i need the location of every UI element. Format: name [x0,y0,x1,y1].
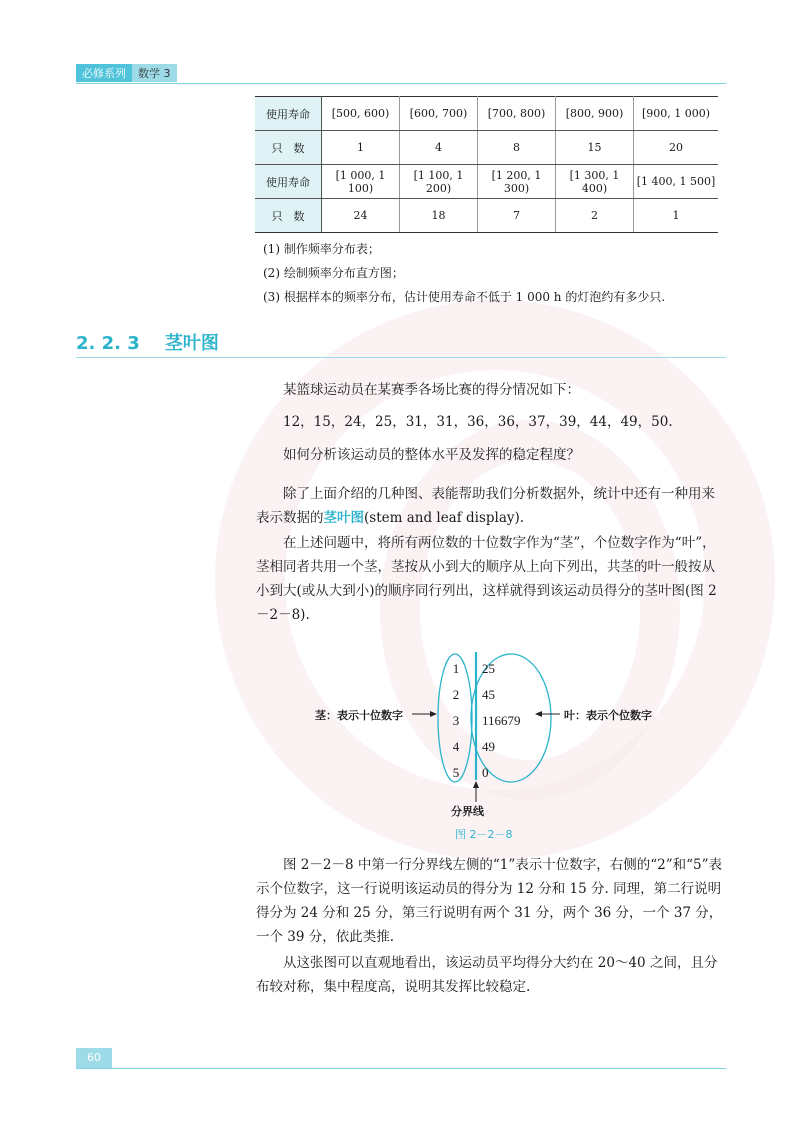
stem-value: 4 [452,739,460,754]
divider-label: 分界线 [451,805,484,818]
paragraph: 在上述问题中，将所有两位数的十位数字作为“茎”，个位数字作为“叶”，茎相同者共用一个茎，茎按从小到大的顺序从上向下列出，共茎的叶一般按从小到大(或从大到小)的顺序同行列出，这样就得到该运动员得分的茎叶图(图 2－2－8). [256,535,717,623]
leaf-column [482,656,521,786]
leaf-value: 116679 [482,713,521,728]
figure-caption: 图 2－2－8 [455,828,513,841]
divider-arrow-head [473,781,479,788]
row-header: 使用寿命 [255,165,322,199]
leaf-value: 45 [482,687,495,702]
table-cell: [800, 900) [556,97,634,131]
leaf-arrow-head [535,711,542,717]
exercise-item: (2) 绘制频率分布直方图； [263,266,404,280]
table-cell: 1 [322,131,400,165]
table-cell: 7 [478,199,556,233]
row-header: 只 数 [255,131,322,165]
section-heading [76,329,219,355]
table-cell: [700, 800) [478,97,556,131]
leaf-value: 25 [482,661,495,676]
stem-value: 3 [452,713,460,728]
paragraph: 从这张图可以直观地看出，该运动员平均得分大约在 20～40 之间，且分布较对称，集中程度高，说明其发挥比较稳定. [256,955,718,995]
table-cell: [900, 1 000) [634,97,719,131]
paragraph-text: 除了上面介绍的几种图、表能帮助我们分析数据外，统计中还有一种用来表示数据的 [256,486,715,526]
paragraph [256,482,726,530]
subject-label: 数学 3 [132,64,177,82]
leaf-value: 49 [482,739,495,754]
table-cell: [600, 700) [400,97,478,131]
stem-value: 5 [452,765,460,780]
section-divider [76,357,726,358]
stem-column [442,656,470,786]
table-cell: 15 [556,131,634,165]
header-tab [76,64,177,82]
table-cell: 24 [322,199,400,233]
row-header: 使用寿命 [255,97,322,131]
stem-value: 2 [452,687,460,702]
intro-text: 某篮球运动员在某赛季各场比赛的得分情况如下： [283,382,580,398]
table-cell: 8 [478,131,556,165]
table-cell: 2 [556,199,634,233]
table-cell: [1 400, 1 500] [634,165,719,199]
stem-value: 1 [452,661,460,676]
footer-divider [76,1068,726,1069]
exercise-item: (3) 根据样本的频率分布，估计使用寿命不低于 1 000 h 的灯泡约有多少只. [263,290,666,304]
stem-arrow-head [430,711,437,717]
table-cell: [1 300, 1 400) [556,165,634,199]
table-cell: 1 [634,199,719,233]
table-cell: [1 200, 1 300) [478,165,556,199]
section-title: 茎叶图 [164,333,219,354]
section-number: 2. 2. 3 [76,333,140,354]
leaf-value: 0 [482,765,489,780]
question-text: 如何分析该运动员的整体水平及发挥的稳定程度？ [283,447,580,463]
table-cell: 18 [400,199,478,233]
table-cell: 4 [400,131,478,165]
table-cell: [1 100, 1 200) [400,165,478,199]
table-row [255,199,718,233]
table-row [255,131,718,165]
exercise-item: (1) 制作频率分布表； [263,242,380,256]
table-row [255,97,718,131]
paragraph: 图 2－2－8 中第一行分界线左侧的“1”表示十位数字，右侧的“2”和“5”表示个位数字，这一行说明该运动员的得分为 12 分和 15 分. 同理，第二行说明得分为 24 分和 25 分，第三行说明有两个 31 分，两个 36 分，一个 37 分，一个 39 分，依此类推. [256,857,723,945]
table-cell: 20 [634,131,719,165]
table-row [255,165,718,199]
paragraph-text: (stem and leaf display). [364,510,525,526]
keyword-stem-leaf: 茎叶图 [323,510,364,526]
series-label: 必修系列 [76,64,132,82]
lifespan-table [255,96,718,233]
scores-line: 12，15，24，25，31，31，36，36，37，39，44，49，50. [283,414,673,430]
stem-label: 茎：表示十位数字 [315,709,403,722]
leaf-label: 叶：表示个位数字 [564,709,652,722]
row-header: 只 数 [255,199,322,233]
table-cell: [500, 600) [322,97,400,131]
page-number: 60 [76,1048,112,1068]
header-divider [76,83,726,84]
table-cell: [1 000, 1 100) [322,165,400,199]
